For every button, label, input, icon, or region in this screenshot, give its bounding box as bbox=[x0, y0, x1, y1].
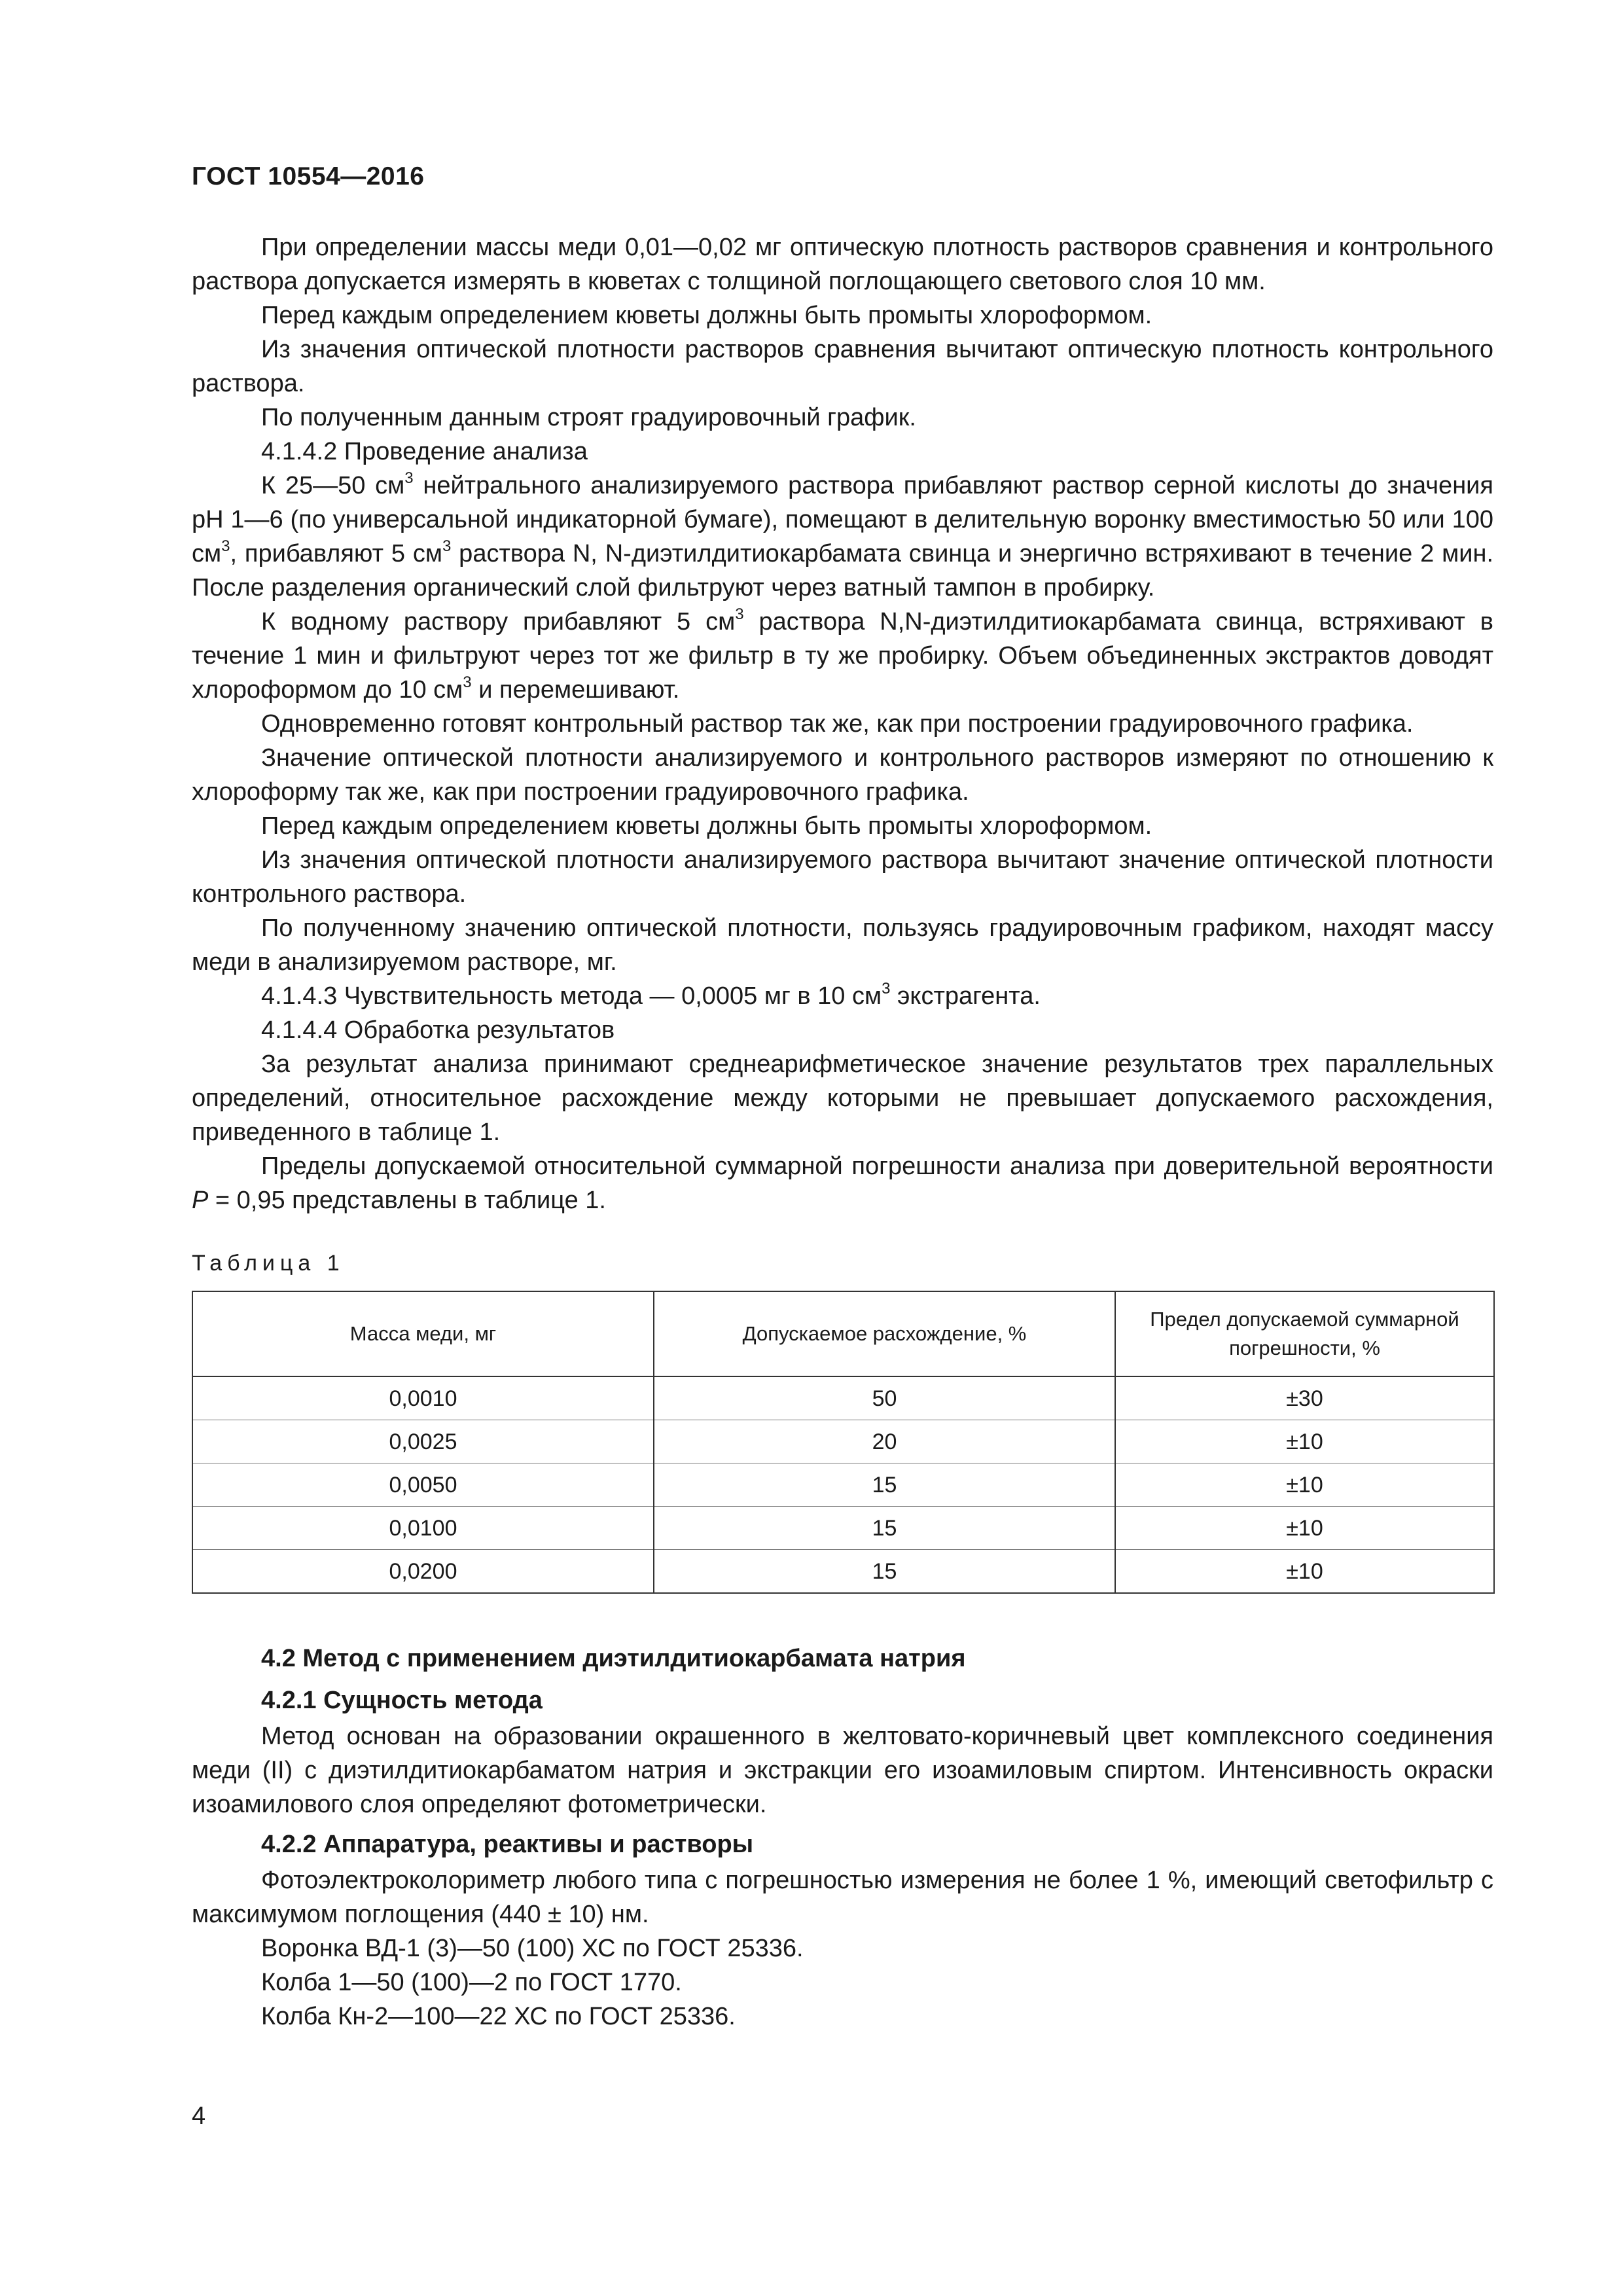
paragraph: Фотоэлектроколориметр любого типа с погрешностью измерения не более 1 %, имеющий светофильтр с максимумом поглощения (440 ± 10) нм. bbox=[192, 1867, 1493, 1928]
table-cell: 15 bbox=[654, 1550, 1115, 1594]
standard-header: ГОСТ 10554—2016 bbox=[192, 162, 425, 190]
paragraph: Колба 1—50 (100)—2 по ГОСТ 1770. bbox=[261, 1969, 682, 1996]
section-heading: 4.2 Метод с применением диэтилдитиокарбамата натрия bbox=[261, 1645, 966, 1672]
table-cell: ±10 bbox=[1115, 1507, 1494, 1550]
table-cell: 15 bbox=[654, 1463, 1115, 1507]
table-row bbox=[192, 1463, 1494, 1507]
paragraph: По полученным данным строят градуировочный график. bbox=[261, 404, 916, 431]
subsection-heading: 4.2.2 Аппаратура, реактивы и растворы bbox=[261, 1831, 754, 1858]
paragraph: Метод основан на образовании окрашенного в желтовато-коричневый цвет комплексного соединения меди (II) с диэтилдитиокарбаматом натрия и экстракции его изоамиловым спиртом. Интенсивность окраски изоамилового слоя определяют фотометрически. bbox=[192, 1723, 1493, 1818]
subsection-heading: 4.1.4.2 Проведение анализа bbox=[261, 438, 588, 465]
column-header: Предел допускаемой суммарной погрешности, % bbox=[1115, 1291, 1494, 1376]
paragraph: Перед каждым определением кюветы должны быть промыты хлороформом. bbox=[261, 302, 1152, 329]
table-cell: 50 bbox=[654, 1376, 1115, 1420]
subsection-heading: 4.2.1 Сущность метода bbox=[261, 1687, 543, 1714]
table-cell: ±10 bbox=[1115, 1550, 1494, 1594]
table-caption: Таблица 1 bbox=[192, 1251, 345, 1276]
table-cell: ±10 bbox=[1115, 1420, 1494, 1463]
paragraph: Перед каждым определением кюветы должны быть промыты хлороформом. bbox=[261, 812, 1152, 840]
table-cell: 20 bbox=[654, 1420, 1115, 1463]
table-1 bbox=[192, 1291, 1495, 1594]
paragraph: Пределы допускаемой относительной суммарной погрешности анализа при доверительной вероятности Р = 0,95 представлены в таблице 1. bbox=[192, 1153, 1493, 1214]
table-cell: 0,0100 bbox=[192, 1507, 654, 1550]
table-cell: 15 bbox=[654, 1507, 1115, 1550]
paragraph: За результат анализа принимают среднеарифметическое значение результатов трех параллельных определений, относительное расхождение между которыми не превышает допускаемого расхождения, приведенного в таблице 1. bbox=[192, 1050, 1493, 1146]
table-cell: 0,0200 bbox=[192, 1550, 654, 1594]
paragraph: Воронка ВД-1 (3)—50 (100) ХС по ГОСТ 25336. bbox=[261, 1935, 804, 1962]
table-cell: 0,0010 bbox=[192, 1376, 654, 1420]
table-cell: ±10 bbox=[1115, 1463, 1494, 1507]
paragraph: Значение оптической плотности анализируемого и контрольного растворов измеряют по отношению к хлороформу так же, как при построении градуировочного графика. bbox=[192, 744, 1493, 806]
page-body bbox=[192, 230, 1493, 2034]
paragraph: Колба Кн-2—100—22 ХС по ГОСТ 25336. bbox=[261, 2003, 736, 2030]
subsection-heading: 4.1.4.4 Обработка результатов bbox=[261, 1016, 615, 1044]
table-row bbox=[192, 1420, 1494, 1463]
table-row bbox=[192, 1507, 1494, 1550]
paragraph: К 25—50 $см^3$ нейтрального анализируемого раствора прибавляют раствор серной кислоты до значения рН 1—6 (по универсальной индикаторной бумаге), помещают в делительную воронку вместимостью 50 или 100 $см^3$, прибавляют 5 $см^3$ раствора N, N-диэтилдитиокарбамата свинца и энергично встряхивают в течение 2 мин. После разделения органический слой фильтруют через ватный тампон в пробирку. bbox=[192, 469, 1493, 601]
table-row bbox=[192, 1376, 1494, 1420]
table-cell: ±30 bbox=[1115, 1376, 1494, 1420]
table-row bbox=[192, 1550, 1494, 1594]
column-header: Допускаемое расхождение, % bbox=[654, 1291, 1115, 1376]
paragraph: Одновременно готовят контрольный раствор так же, как при построении градуировочного графика. bbox=[261, 710, 1414, 738]
paragraph: По полученному значению оптической плотности, пользуясь градуировочным графиком, находят массу меди в анализируемом растворе, мг. bbox=[192, 914, 1493, 976]
paragraph: Из значения оптической плотности анализируемого раствора вычитают значение оптической плотности контрольного раствора. bbox=[192, 846, 1493, 908]
paragraph: К водному раствору прибавляют 5 $см^3$ раствора N,N-диэтилдитиокарбамата свинца, встряхивают в течение 1 мин и фильтруют через тот же фильтр в ту же пробирку. Объем объединенных экстрактов доводят хлороформом до 10 $см^3$ и перемешивают. bbox=[192, 605, 1493, 704]
paragraph: 4.1.4.3 Чувствительность метода — 0,0005 мг в 10 $см^3$ экстрагента. bbox=[261, 980, 1041, 1010]
table-header-row bbox=[192, 1291, 1494, 1376]
table-cell: 0,0025 bbox=[192, 1420, 654, 1463]
table-cell: 0,0050 bbox=[192, 1463, 654, 1507]
page-number: 4 bbox=[192, 2102, 206, 2130]
paragraph: При определении массы меди 0,01—0,02 мг оптическую плотность растворов сравнения и контрольного раствора допускается измерять в кюветах с толщиной поглощающего светового слоя 10 мм. bbox=[192, 234, 1493, 295]
column-header: Масса меди, мг bbox=[192, 1291, 654, 1376]
paragraph: Из значения оптической плотности растворов сравнения вычитают оптическую плотность контрольного раствора. bbox=[192, 336, 1493, 397]
